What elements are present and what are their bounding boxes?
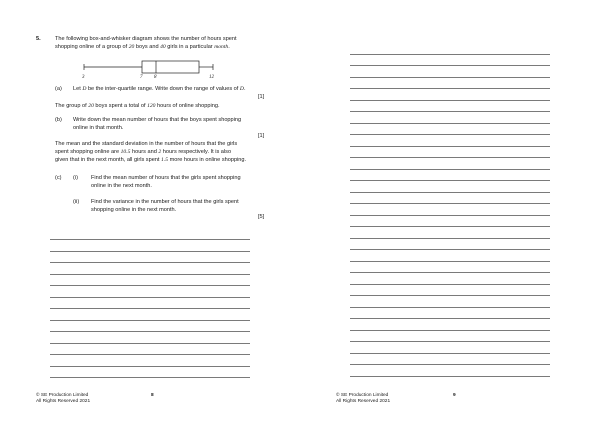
- part-b-line1: Write down the mean number of hours that the boys spent shopping: [73, 117, 242, 123]
- answer-line: [50, 285, 250, 286]
- answer-line: [350, 157, 550, 158]
- answer-line: [350, 88, 550, 89]
- part-a-text-post: be the inter-quartile range. Write down the range of values of: [86, 86, 240, 92]
- info-text: more hours in online shopping.: [168, 157, 247, 163]
- answer-line: [350, 111, 550, 112]
- answer-line: [350, 77, 550, 78]
- info-text: hours of online shopping.: [155, 103, 220, 109]
- answer-line: [350, 341, 550, 342]
- answer-line: [350, 272, 550, 273]
- extra-hours: 1.5: [161, 157, 169, 163]
- part-b-line2: online in that month.: [73, 125, 124, 131]
- question-number: 5.: [36, 36, 41, 42]
- page-number-right: 9: [453, 393, 456, 398]
- total-hours: 120: [147, 103, 156, 109]
- answer-line: [350, 192, 550, 193]
- answer-line: [350, 295, 550, 296]
- tick-label-q1: 7: [140, 75, 143, 80]
- info-text: spent shopping online are: [55, 149, 121, 155]
- answer-line: [350, 169, 550, 170]
- part-b-marks: [1]: [258, 133, 265, 139]
- answer-line: [350, 203, 550, 204]
- part-a-text-end: .: [243, 86, 246, 92]
- tick-label-median: 8: [154, 75, 157, 80]
- boys-count: 20: [128, 44, 135, 50]
- answer-line: [350, 65, 550, 66]
- footer-rights-right: All Rights Reserved 2021: [336, 399, 391, 404]
- question-intro-line1: The following box-and-whisker diagram shows the number of hours spent: [55, 36, 237, 42]
- intro-text: girls in a particular: [165, 44, 215, 50]
- box: [142, 61, 199, 73]
- part-a-marks: [1]: [258, 94, 265, 100]
- info-text: given that in the next month, all girls spent: [55, 157, 162, 163]
- part-c-ii-line1: Find the variance in the number of hours that the girls spent: [91, 199, 239, 205]
- answer-line: [50, 262, 250, 263]
- answer-line: [350, 249, 550, 250]
- tick-label-max: 12: [209, 75, 214, 80]
- answer-line: [50, 320, 250, 321]
- answer-line: [50, 308, 250, 309]
- info-text: boys spent a total of: [93, 103, 148, 109]
- footer-copyright-right: © SE Production Limited: [336, 393, 389, 398]
- answer-line: [350, 146, 550, 147]
- part-c-label: (c): [55, 175, 62, 181]
- answer-line: [50, 274, 250, 275]
- answer-line: [350, 261, 550, 262]
- footer-copyright-left: © SE Production Limited: [36, 393, 89, 398]
- part-a-text-pre: Let: [73, 86, 83, 92]
- answer-line: [350, 330, 550, 331]
- info-girls-line1: The mean and the standard deviation in the number of hours that the girls: [55, 141, 238, 147]
- part-b-label: (b): [55, 117, 62, 123]
- girls-count: 40: [160, 44, 166, 50]
- answer-line: [350, 215, 550, 216]
- answer-line: [50, 377, 250, 378]
- answer-line: [350, 180, 550, 181]
- page-number-left: 8: [151, 393, 154, 398]
- var-d: D: [239, 86, 244, 92]
- answer-line: [350, 318, 550, 319]
- intro-text: shopping online of a group of: [55, 44, 129, 50]
- girls-sd: 2: [158, 149, 162, 155]
- part-c-ii-label: (ii): [73, 199, 80, 205]
- answer-line: [50, 354, 250, 355]
- part-c-ii-line2: shopping online in the next month.: [91, 207, 177, 213]
- answer-line: [350, 134, 550, 135]
- answer-line: [50, 331, 250, 332]
- intro-text: .: [228, 44, 230, 50]
- answer-line: [350, 376, 550, 377]
- boys-count: 20: [88, 103, 94, 109]
- answer-line: [350, 123, 550, 124]
- footer-rights-left: All Rights Reserved 2021: [36, 399, 91, 404]
- answer-line: [50, 251, 250, 252]
- part-c-i-line1: Find the mean number of hours that the girls spent shopping: [91, 175, 241, 181]
- tick-label-min: 3: [82, 75, 85, 80]
- answer-line: [350, 238, 550, 239]
- answer-line: [350, 353, 550, 354]
- answer-line: [350, 364, 550, 365]
- part-a-label: (a): [55, 86, 62, 92]
- info-text: hours and: [130, 149, 159, 155]
- intro-text: boys and: [134, 44, 161, 50]
- part-c-i-line2: online in the next month.: [91, 183, 152, 189]
- answer-line: [50, 366, 250, 367]
- info-boys-total: [55, 103, 220, 110]
- answer-line: [350, 100, 550, 101]
- info-girls-line2: [55, 149, 231, 156]
- answer-line: [350, 284, 550, 285]
- answer-line: [50, 239, 250, 240]
- info-girls-line3: [55, 157, 246, 164]
- answer-line: [50, 343, 250, 344]
- answer-line: [50, 297, 250, 298]
- info-text: hours respectively. It is also: [161, 149, 232, 155]
- part-c-marks: [5]: [258, 214, 265, 220]
- answer-line: [350, 307, 550, 308]
- girls-mean: 10.5: [120, 149, 131, 155]
- part-a-text: [73, 86, 246, 93]
- part-c-i-label: (i): [73, 175, 78, 181]
- month-word: month: [214, 44, 229, 50]
- answer-line: [350, 54, 550, 55]
- var-d: D: [82, 86, 87, 92]
- answer-line: [350, 226, 550, 227]
- info-text: The group of: [55, 103, 89, 109]
